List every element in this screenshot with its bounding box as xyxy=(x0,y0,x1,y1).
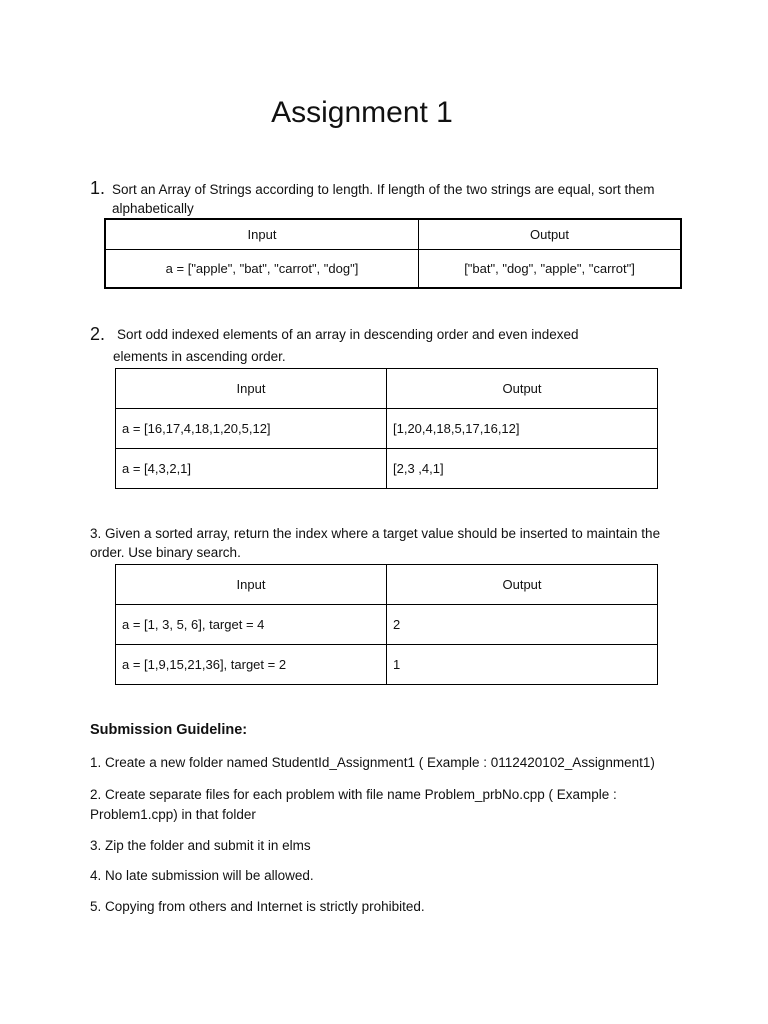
q1-table xyxy=(104,218,682,289)
q1-input-cell: a = ["apple", "bat", "carrot", "dog"] xyxy=(105,249,419,288)
q1-text-line1: Sort an Array of Strings according to length. If length of the two strings are equal, sort them xyxy=(112,182,655,197)
q1-output-cell: ["bat", "dog", "apple", "carrot"] xyxy=(419,249,682,288)
guideline-item-5: 5. Copying from others and Internet is strictly prohibited. xyxy=(90,899,425,914)
table-row xyxy=(116,605,658,645)
page-title: Assignment 1 xyxy=(271,96,453,129)
guideline-item-4: 4. No late submission will be allowed. xyxy=(90,868,314,883)
q2-input-cell: a = [4,3,2,1] xyxy=(116,449,387,489)
table-row xyxy=(116,409,658,449)
table-row xyxy=(116,449,658,489)
q1-header-output: Output xyxy=(419,219,682,249)
q1-header-input: Input xyxy=(105,219,419,249)
q1-text xyxy=(112,180,702,218)
submission-heading: Submission Guideline: xyxy=(90,722,248,738)
q2-output-cell: [1,20,4,18,5,17,16,12] xyxy=(387,409,658,449)
q3-text-line2: order. Use binary search. xyxy=(90,545,241,560)
q3-table xyxy=(115,564,658,685)
q2-text xyxy=(113,325,707,366)
q1-number: 1. xyxy=(90,178,106,198)
table-row xyxy=(105,249,681,288)
q3-input-cell: a = [1,9,15,21,36], target = 2 xyxy=(116,645,387,685)
q3-header-input: Input xyxy=(116,565,387,605)
guideline-item-1: 1. Create a new folder named StudentId_Assignment1 ( Example : 0112420102_Assignment1) xyxy=(90,755,655,770)
guideline-item-2: 2. Create separate files for each problem with file name Problem_prbNo.cpp ( Example : Problem1.cpp) in that folder xyxy=(90,787,617,822)
q2-header-row xyxy=(116,369,658,409)
q2-text-line2: elements in ascending order. xyxy=(113,349,286,364)
q3-output-cell: 1 xyxy=(387,645,658,685)
q2-output-cell: [2,3 ,4,1] xyxy=(387,449,658,489)
q3-output-cell: 2 xyxy=(387,605,658,645)
q2-header-output: Output xyxy=(387,369,658,409)
q2-number: 2. xyxy=(90,324,106,344)
guideline-item-3: 3. Zip the folder and submit it in elms xyxy=(90,838,311,853)
q1-text-line2: alphabetically xyxy=(112,201,194,216)
q3-text xyxy=(90,524,710,562)
q3-header-row xyxy=(116,565,658,605)
q2-text-line1: Sort odd indexed elements of an array in descending order and even indexed xyxy=(117,327,579,342)
table-row xyxy=(116,645,658,685)
q2-header-input: Input xyxy=(116,369,387,409)
q2-table xyxy=(115,368,658,489)
q3-text-line1: 3. Given a sorted array, return the index where a target value should be inserted to maintain the xyxy=(90,526,661,541)
q3-header-output: Output xyxy=(387,565,658,605)
q2-input-cell: a = [16,17,4,18,1,20,5,12] xyxy=(116,409,387,449)
q3-input-cell: a = [1, 3, 5, 6], target = 4 xyxy=(116,605,387,645)
q1-header-row xyxy=(105,219,681,249)
